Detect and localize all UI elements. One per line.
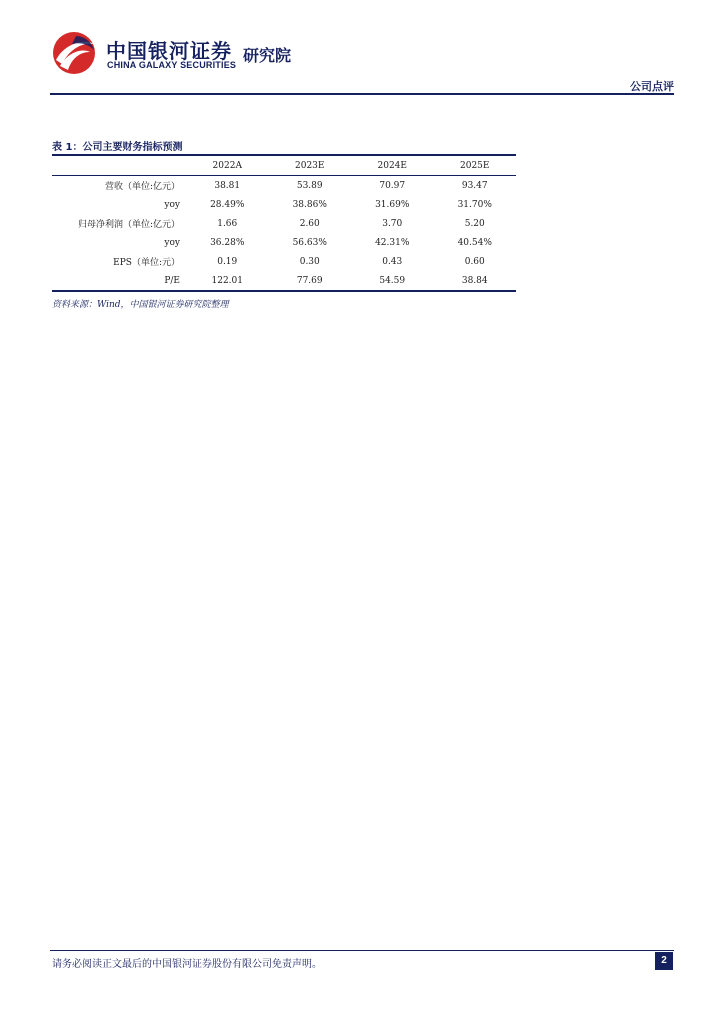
table-cell: 36.28%: [210, 237, 245, 248]
page-number: 2: [655, 952, 673, 970]
table-header-row: [52, 155, 516, 176]
footer-divider: [50, 950, 674, 951]
brand-name-cn: 中国银河证券: [106, 39, 232, 63]
brand-name-en: CHINA GALAXY SECURITIES: [107, 60, 237, 70]
table-cell: 53.89: [296, 180, 323, 191]
table-header-cell: 2022A: [212, 160, 242, 171]
table-cell: 0.19: [217, 256, 238, 267]
table-cell: 2.60: [299, 218, 320, 229]
table-cell: 5.20: [464, 218, 485, 229]
table-cell: 0.43: [382, 256, 403, 267]
disclaimer-text: 请务必阅读正文最后的中国银河证券股份有限公司免责声明。: [52, 959, 322, 970]
table-row: [52, 233, 516, 252]
row-label: yoy: [164, 199, 180, 210]
table-cell: 42.31%: [375, 237, 410, 248]
table-header-cell: 2023E: [295, 160, 325, 171]
row-label: 营收（单位:亿元）: [104, 182, 180, 192]
table-source-note: 资料来源：Wind，中国银河证券研究院整理: [52, 300, 229, 310]
table-cell: 56.63%: [292, 237, 327, 248]
galaxy-logo-icon: [50, 30, 98, 76]
header-divider: [50, 93, 674, 95]
table-cell: 31.69%: [375, 199, 410, 210]
table-cell: 54.59: [379, 275, 406, 286]
table-header-empty: [52, 155, 186, 176]
table-cell: 93.47: [461, 180, 488, 191]
institute-label: 研究院: [243, 46, 292, 65]
row-label: P/E: [164, 275, 180, 286]
table-cell: 1.66: [217, 218, 238, 229]
table-cell: 3.70: [382, 218, 403, 229]
table-cell: 28.49%: [210, 199, 245, 210]
row-label: EPS（单位:元）: [113, 258, 180, 268]
table-row: [52, 176, 516, 196]
table-cell: 38.81: [214, 180, 241, 191]
table-row: [52, 271, 516, 291]
row-label: yoy: [164, 237, 180, 248]
table-caption: 表 1：公司主要财务指标预测: [52, 142, 183, 153]
financial-forecast-table: [52, 154, 516, 292]
table-cell: 38.84: [461, 275, 488, 286]
table-header-cell: 2024E: [377, 160, 407, 171]
row-label: 归母净利润（单位:亿元）: [77, 220, 180, 230]
table-cell: 40.54%: [457, 237, 492, 248]
table-cell: 31.70%: [457, 199, 492, 210]
table-row: [52, 195, 516, 214]
table-cell: 0.30: [299, 256, 320, 267]
table-cell: 122.01: [211, 275, 243, 286]
table-cell: 70.97: [379, 180, 406, 191]
table-cell: 0.60: [464, 256, 485, 267]
table-row: [52, 252, 516, 271]
table-cell: 38.86%: [292, 199, 327, 210]
table-header-cell: 2025E: [460, 160, 490, 171]
table-cell: 77.69: [296, 275, 323, 286]
table-row: [52, 214, 516, 233]
report-type-label: 公司点评: [630, 80, 674, 93]
